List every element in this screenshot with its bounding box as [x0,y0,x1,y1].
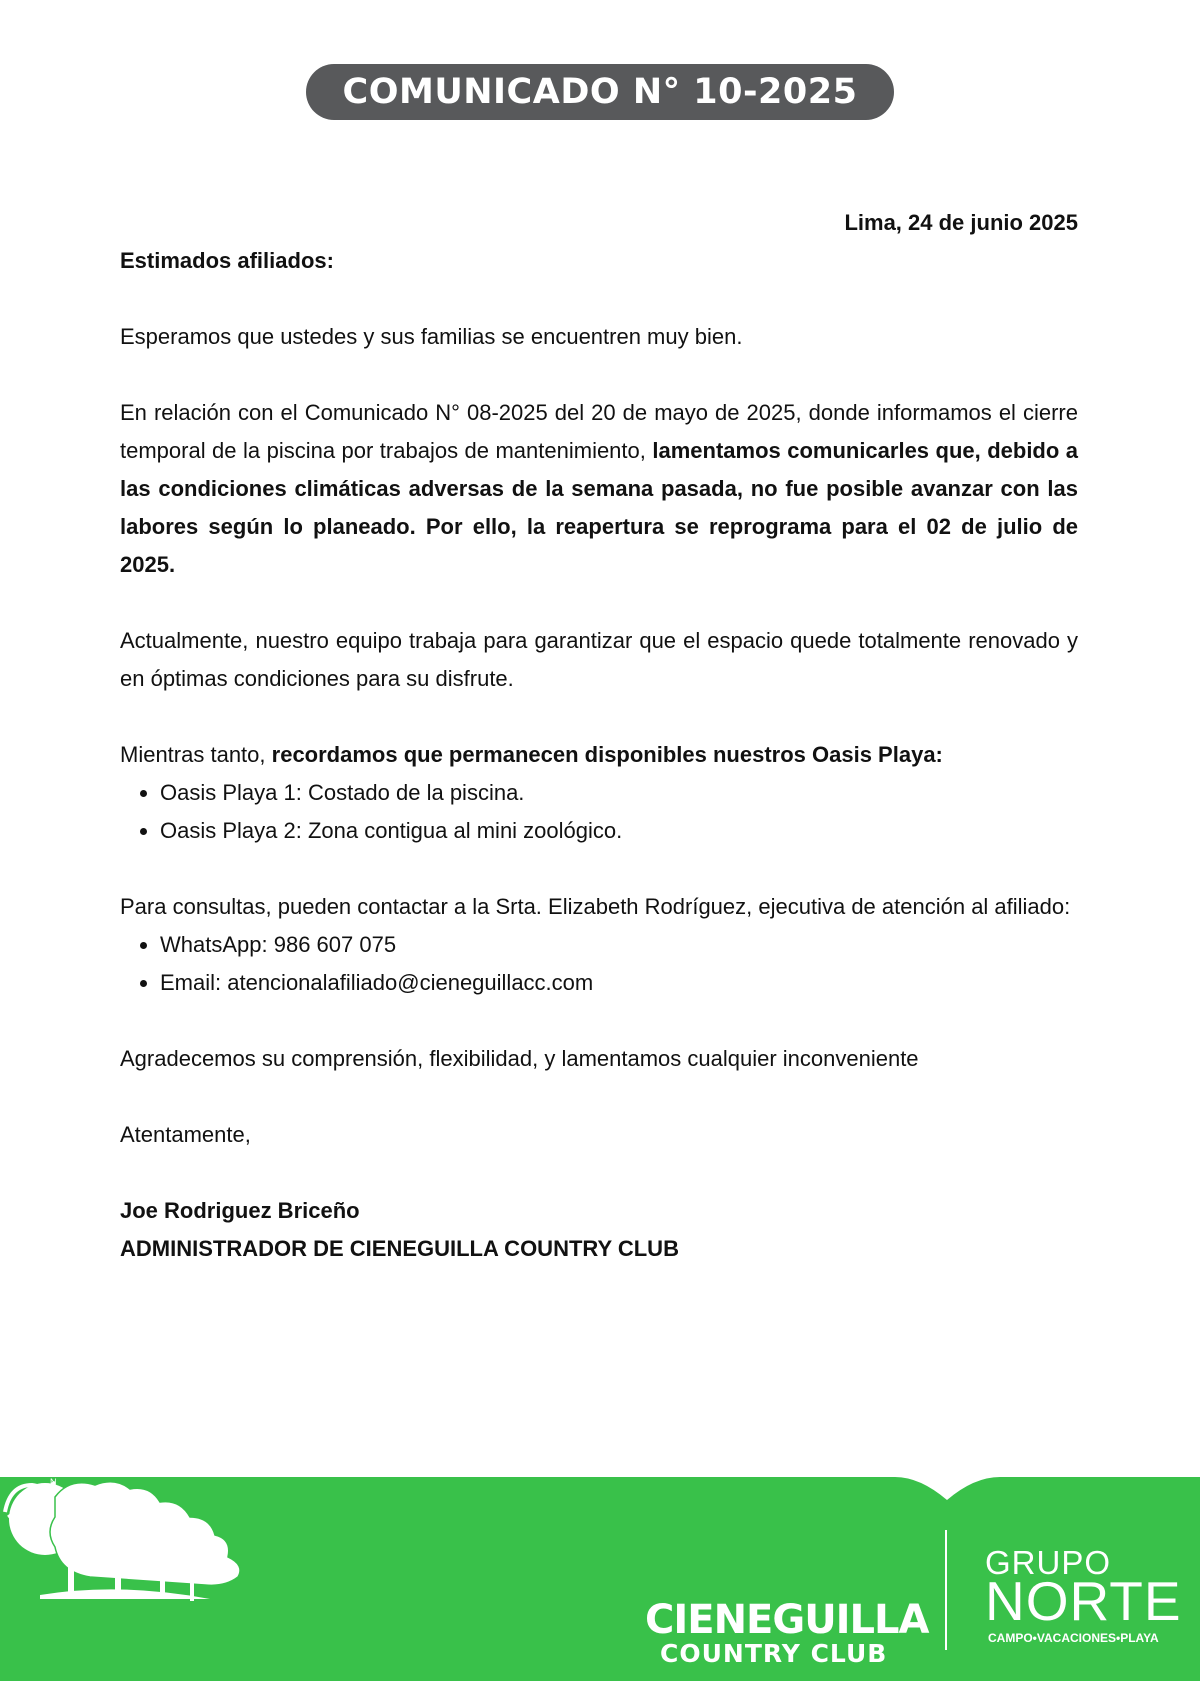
whatsapp-contact: • WhatsApp: 986 607 075 [160,926,1078,964]
oasis-regular: Mientras tanto, [120,742,272,767]
logo-divider [945,1530,947,1650]
group-logo-tagline: CAMPO•VACACIONES•PLAYA [988,1631,1159,1645]
paragraph-contact: Para consultas, pueden contactar a la Srta. Elizabeth Rodríguez, ejecutiva de atención al afiliado: [120,894,1071,919]
list-item: • Oasis Playa 1: Costado de la piscina. [160,774,1078,812]
paragraph-oasis [120,736,1078,774]
letter-body [120,204,1078,1268]
paragraph-renovation: Actualmente, nuestro equipo trabaja para garantizar que el espacio quede totalmente renovado y en óptimas condiciones para su disfrute. [120,628,1078,691]
paragraph-thanks: Agradecemos su comprensión, flexibilidad, y lamentamos cualquier inconveniente [120,1046,919,1071]
oasis-list [120,774,1078,850]
title-banner [306,64,894,120]
signer-title: ADMINISTRADOR DE CIENEGUILLA COUNTRY CLUB [120,1236,679,1261]
email-contact[interactable]: • Email: atencionalafiliado@cieneguillacc.com [160,964,1078,1002]
list-item: • Oasis Playa 2: Zona contigua al mini zoológico. [160,812,1078,850]
announcement-regular: En relación con el Comunicado N° 08-2025 del 20 de mayo de 2025, donde informamos el cierre temporal de la piscina por trabajos de mantenimiento, [120,400,1078,463]
svg-text:N: N [50,1477,57,1487]
group-logo-line1: GRUPO [985,1544,1112,1581]
paragraph-announcement [120,394,1078,584]
footer-band [0,1477,1200,1681]
letter-date: Lima, 24 de junio 2025 [844,210,1078,235]
oasis-bold: recordamos que permanecen disponibles nuestros Oasis Playa: [271,742,943,767]
club-logo-name: CIENEGUILLA [645,1597,929,1643]
group-logo-line2: NORTE [985,1570,1182,1632]
contact-list [120,926,1078,1002]
page-title: COMUNICADO N° 10-2025 [342,72,858,112]
signer-name: Joe Rodriguez Briceño [120,1198,360,1223]
club-logo-sub: COUNTRY CLUB [660,1639,888,1668]
compass-icon [0,1477,60,1527]
announcement-bold: lamentamos comunicarles que, debido a las condiciones climáticas adversas de la semana pasada, no fue posible avanzar con las labores según lo planeado. Por ello, la reapertura se reprograma para el 02 de julio de 2025. [120,438,1079,577]
closing: Atentamente, [120,1122,251,1147]
greeting: Estimados afiliados: [120,248,334,273]
paragraph-intro: Esperamos que ustedes y sus familias se encuentren muy bien. [120,324,743,349]
